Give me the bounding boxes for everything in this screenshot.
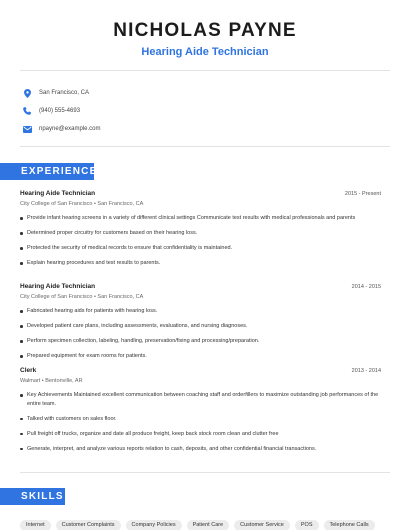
- employment-dates: 2015 - Present: [344, 191, 381, 197]
- position-title: Clerk: [20, 367, 37, 374]
- phone-icon: [22, 106, 32, 116]
- skills-list: [20, 520, 375, 530]
- responsibility-item: Perform specimen collection, labeling, handling, preservation/fixing and processing/preparation.: [20, 337, 381, 346]
- experience-entry: [20, 367, 381, 460]
- skill-tag: Patient Care: [187, 520, 230, 530]
- responsibility-item: Provide infant hearing screens in a variety of different clinical settings Communicate test results with medical professionals and parents: [20, 214, 381, 223]
- contact-email: [22, 120, 100, 138]
- divider: [20, 70, 390, 71]
- candidate-name: NICHOLAS PAYNE: [113, 20, 297, 41]
- employment-dates: 2014 - 2015: [351, 284, 381, 290]
- skill-tag: Company Policies: [126, 520, 182, 530]
- employer: City College of San Francisco • San Francisco, CA: [20, 201, 144, 207]
- responsibility-item: Prepared equipment for exam rooms for patients.: [20, 352, 381, 361]
- email-icon: [22, 124, 32, 134]
- email-text: npayne@example.com: [39, 126, 101, 132]
- resume-header: [0, 0, 410, 59]
- contact-info: [22, 84, 100, 138]
- contact-location: [22, 84, 100, 102]
- skill-tag: Customer Complaints: [56, 520, 121, 530]
- responsibility-item: Fabricated hearing aids for patients with hearing loss.: [20, 307, 381, 316]
- responsibility-item: Generate, interpret, and analyze various reports relation to cash, deposits, and other confidential financial transactions.: [20, 445, 381, 454]
- responsibility-item: Protected the security of medical records to ensure that confidentiality is maintained.: [20, 244, 381, 253]
- employer: City College of San Francisco • San Francisco, CA: [20, 294, 144, 300]
- skills-section-heading: SKILLS: [0, 488, 65, 505]
- skill-tag: Customer Service: [234, 520, 290, 530]
- divider: [20, 472, 390, 473]
- responsibility-item: Pull freight off trucks, organize and date all produce freight, keep back stock room clean and clutter free: [20, 430, 381, 439]
- responsibility-item: Key Achievements Maintained excellent communication between coaching staff and orderfillers to maximize outstanding job performances of the entire team.: [20, 391, 381, 408]
- experience-section-heading: EXPERIENCE: [0, 163, 94, 180]
- employment-dates: 2013 - 2014: [351, 368, 381, 374]
- skill-tag: Telephone Calls: [324, 520, 375, 530]
- location-text: San Francisco, CA: [39, 90, 90, 96]
- responsibility-item: Talked with customers on sales floor.: [20, 415, 381, 424]
- divider: [20, 146, 390, 147]
- responsibilities-list: [20, 307, 381, 361]
- phone-text: (940) 555-4693: [39, 108, 81, 114]
- responsibilities-list: [20, 214, 381, 268]
- experience-entry: [20, 190, 381, 274]
- location-pin-icon: [22, 88, 32, 98]
- contact-phone: [22, 102, 100, 120]
- position-title: Hearing Aide Technician: [20, 283, 96, 290]
- skill-tag: Internet: [20, 520, 51, 530]
- responsibility-item: Determined proper circuitry for customers based on their hearing loss.: [20, 229, 381, 238]
- job-title-heading: Hearing Aide Technician: [141, 46, 269, 58]
- responsibilities-list: [20, 391, 381, 453]
- skill-tag: POS: [295, 520, 319, 530]
- responsibility-item: Developed patient care plans, including assessments, evaluations, and nursing diagnoses.: [20, 322, 381, 331]
- experience-entry: [20, 283, 381, 367]
- employer: Walmart • Bentonville, AR: [20, 378, 83, 384]
- responsibility-item: Explain hearing procedures and test results to parents.: [20, 259, 381, 268]
- position-title: Hearing Aide Technician: [20, 190, 96, 197]
